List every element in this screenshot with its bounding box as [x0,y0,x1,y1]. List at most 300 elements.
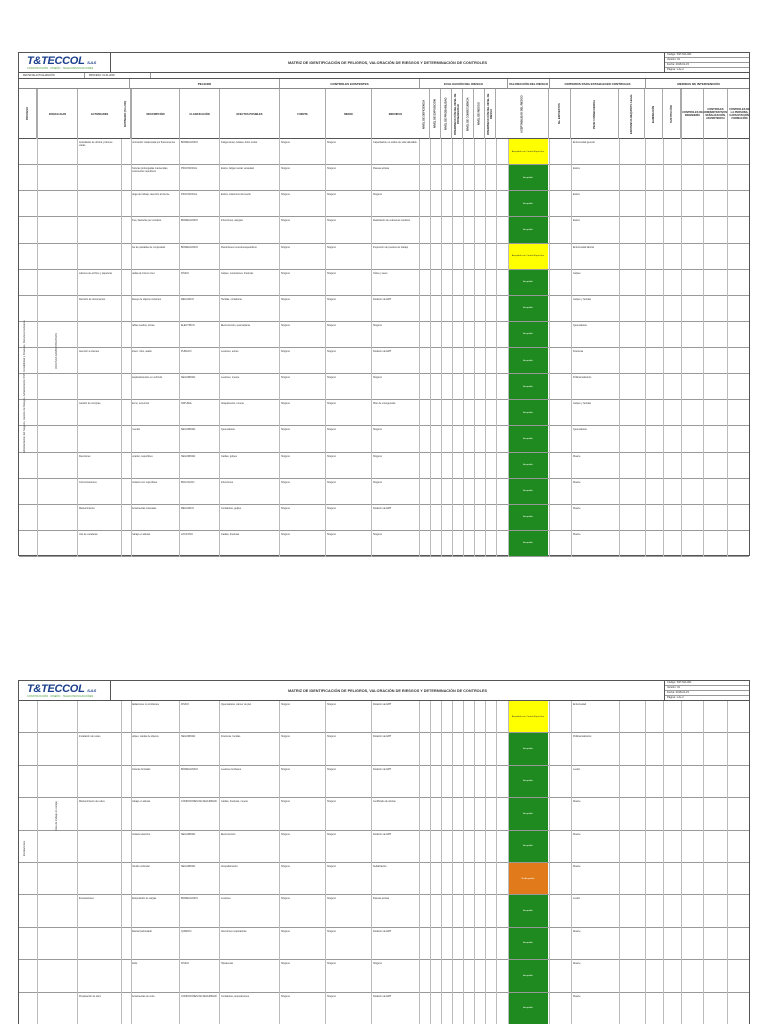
cell-fuente: Ninguno [281,703,290,706]
cell-act: Excavaciones [79,897,94,901]
table-row [19,993,749,1024]
cell-ind: Plan de emergencias [373,402,396,406]
grid-line [474,701,475,1024]
acceptability-label: Aceptable [523,910,533,913]
column-headers: PROCESO ZONA/LUGAR ACTIVIDADES RUTINARIO (SI o NO) DESCRIPCIÓN CLASIFICACIÓN EFECTOS POSIBLES FUENTE MEDIO INDIVIDUO NIVEL DE DEFICIENCIA NIVEL DE EXPOSICIÓN NIVEL DE PROBABILIDAD INTERPRETACIÓN DEL NIVEL DE PROBABILIDAD NIVEL DE CONSECUENCIA NIVEL DE RIESGO INTERPRETACIÓN DEL NIVEL DE RIESGO ACEPTABILIDAD DEL RIESGO No. EXPUESTOS PEOR CONSECUENCIA EXISTENCIA REQUISITO LEGAL ELIMINACIÓN SUSTITUCIÓN CONTROLES DE INGENIERÍA CONTROLES ADMINISTRATIVOS, SEÑALIZACIÓN, ADVERTENCIA CONTROLES DE LA PERSONA, CAPACITACIÓN, FORMACIÓN [19,89,749,139]
cell-peor: Fracturas [573,350,584,353]
table-row [19,505,749,531]
grid-line [474,139,475,557]
cell-ind: Certificado de alturas [373,800,396,804]
acceptability-badge [508,139,548,164]
cell-fuente: Ninguno [281,962,290,966]
acceptability-badge [508,322,548,347]
acceptability-badge [508,426,548,451]
cell-desc: Incendio [131,428,141,432]
cell-ind: Ninguno [373,193,382,197]
cell-peor: Muerte [573,832,581,836]
grid-line [430,139,431,557]
cell-fuente: Ninguno [281,245,290,249]
acceptability-label: Aceptable con Control Específico [511,150,545,153]
cell-peor: Muerte [573,994,581,998]
acceptability-badge [508,766,548,797]
cell-medio: Ninguno [327,219,336,223]
cell-peor: Muerte [573,800,581,804]
table-row [19,479,749,505]
grid-line [703,139,704,557]
grid-line [571,701,572,1024]
grid-line [279,139,280,557]
grid-line [77,701,78,1024]
acceptability-label: Aceptable [523,333,533,336]
cell-peor: Golpes y heridas [573,297,591,301]
cell-clas: SEGURIDAD [181,832,196,836]
acceptability-label: Aceptable con Control Específico [511,255,545,258]
table-row [19,928,749,960]
cell-ind: Ninguno [373,376,382,380]
cell-efe: Infecciones [221,480,234,484]
cell-peor: Muerte [573,929,581,933]
cell-peor: Estrés [573,167,580,171]
cell-medio: Ninguno [327,376,336,380]
cell-act [79,962,119,990]
acceptability-label: Aceptable [523,411,533,414]
table-row [19,165,749,191]
acceptability-badge [508,733,548,764]
cell-clas: BIOLÓGICO [181,480,195,484]
process-label-2: Instalaciones [23,841,26,857]
grid-line [549,139,550,557]
acceptability-label: Aceptable [523,359,533,362]
cell-fuente: Ninguno [281,506,290,510]
cell-desc: Locativo, superficies [131,454,153,458]
column-groups: PELIGRO CONTROLES EXISTENTES EVALUACIÓN DEL RIESGO VALORACIÓN DEL RIESGO CRITERIOS PARA ESTABLECER CONTROLES MEDIDAS DE INTERVENCIÓN [19,79,749,89]
cell-act: Mantenimiento [79,506,95,510]
cell-clas: SEGURIDAD [181,735,196,739]
grid-line [121,139,122,557]
table-row [19,400,749,426]
cell-fuente: Ninguno [281,271,290,275]
acceptability-label: Aceptable [523,385,533,388]
cell-medio: Ninguno [327,994,336,998]
cell-act [79,376,119,398]
cell-peor: Estrés [573,193,580,197]
cell-ind: Ninguno [373,480,382,484]
cell-ind: Dotación de EPP [373,703,392,706]
acceptability-badge [508,244,548,269]
cell-efe: Estrés, fatiga mental, ansiedad [221,167,254,171]
acceptability-badge [508,296,548,321]
grid-line [419,701,420,1024]
cell-desc: Radiaciones no ionizantes [131,703,159,706]
cell-clas: PSICOSOCIAL [181,193,198,197]
acceptability-badge [508,165,548,190]
grid-line [463,701,464,1024]
cell-desc: Carga de trabajo, atención al cliente [131,193,170,197]
acceptability-label: Aceptable [523,748,533,751]
cell-desc: Posturas forzadas [131,767,151,771]
grid-line [441,701,442,1024]
acceptability-label: Aceptable [523,281,533,284]
acceptability-label: Aceptable con Control Específico [511,715,545,718]
acceptability-label: Aceptable [523,202,533,205]
acceptability-label: Aceptable [523,437,533,440]
grid-line [619,139,620,557]
cell-act: Preparación de obra [79,994,101,998]
cell-ind: Dotación de EPP [373,929,392,933]
table-row [19,863,749,895]
cell-ind: Ninguno [373,532,382,536]
document-title: MATRIZ DE IDENTIFICACIÓN DE PELIGROS, VALORACIÓN DE RIESGOS Y DETERMINACIÓN DE CONTROLES [111,53,665,72]
cell-ind: Pausas activas [373,167,390,171]
acceptability-badge [508,928,548,959]
acceptability-label: Aceptable [523,812,533,815]
table-row [19,766,749,798]
cell-efe: Lesiones, muerte [221,376,240,380]
cell-act: Labores de archivo y papelería [79,271,112,275]
cell-medio: Ninguno [327,832,336,836]
grid-line [279,701,280,1024]
cell-fuente: Ninguno [281,767,290,771]
grid-line [452,139,453,557]
cell-clas: SEGURIDAD [181,454,196,458]
cell-act: Uso de escaleras [79,532,98,536]
cell-act: Atención a clientes [79,350,100,353]
cell-fuente: Ninguno [281,865,290,868]
grid-line [485,139,486,557]
grid-line [645,701,646,1024]
cell-fuente: Ninguno [281,193,290,197]
cell-act [79,930,119,958]
cell-medio: Ninguno [327,480,336,484]
grid-line [681,701,682,1024]
cell-act [79,865,119,893]
cell-desc: Contacto eléctrico [131,832,151,836]
cell-desc: Uso de pantallas de computador [131,245,166,249]
cell-clas: CONDICIONES DE SEGURIDAD [181,800,217,804]
cell-desc: Atraco, robo, asalto [131,350,152,353]
acceptability-badge [508,453,548,478]
acceptability-label: Aceptable [523,490,533,493]
cell-medio: Ninguno [327,454,336,458]
cell-fuente: Ninguno [281,480,290,484]
cell-medio: Ninguno [327,245,336,249]
cell-ind: Pausas activas [373,897,390,901]
cell-desc: Manipulación de cargas [131,897,157,901]
grid-line [727,139,728,557]
grid-line [371,139,372,557]
cell-medio: Ninguno [327,703,336,706]
cell-clas: NATURAL [181,402,192,406]
cell-ind: Orden y aseo [373,271,388,275]
cell-ind: Dotación de EPP [373,506,392,510]
cell-efe: Cortaduras, amputaciones [221,994,250,998]
cell-efe: Fatiga visual, cefalea, dolor ocular [221,141,258,144]
cell-efe: Cortaduras, golpes [221,506,242,510]
acceptability-badge [508,993,548,1024]
acceptability-badge [508,798,548,829]
cell-ind: Dotación de EPP [373,297,392,301]
grid-line [131,139,132,557]
cell-clas: PÚBLICO [181,350,192,353]
cell-fuente: Ninguno [281,929,290,933]
cell-efe: Infecciones, alergias [221,219,243,223]
cell-act: Actividades de oficina y labores varias [79,141,113,147]
cell-ind: Dotación de EPP [373,832,392,836]
cell-clas: BIOMECÁNICO [181,245,199,249]
cell-clas: BIOMECÁNICO [181,141,199,144]
cell-clas: BIOMECÁNICO [181,219,199,223]
cell-ind: Dotación de EPP [373,994,392,998]
table-row [19,453,749,479]
acceptability-label: Aceptable [523,1007,533,1010]
cell-peor: Golpes [573,271,581,275]
cell-clas: BIOMECÁNICO [181,897,199,901]
cell-fuente: Ninguno [281,800,290,804]
acceptability-badge [508,701,548,732]
cell-clas: BIOMECÁNICO [181,767,199,771]
acceptability-badge [508,400,548,425]
grid-line [496,701,497,1024]
cell-medio: Ninguno [327,402,336,406]
cell-efe: Heridas, cortaduras [221,297,242,301]
cell-fuente: Ninguno [281,994,290,998]
cell-ind: Dotación de EPP [373,350,392,353]
cell-act: Instalación de redes [79,735,101,739]
acceptability-badge [508,895,548,926]
cell-desc: Caídas al mismo nivel [131,271,155,275]
cell-medio: Ninguno [327,532,336,536]
cell-act: Reuniones [79,454,91,458]
acceptability-badge [508,348,548,373]
cell-efe: Fracturas, heridas [221,735,241,739]
cell-peor: Muerte [573,532,581,536]
grid-line [121,701,122,1024]
table-row [19,296,749,322]
cell-fuente: Ninguno [281,532,290,536]
cell-medio: Ninguno [327,350,336,353]
cell-efe: Caídas, golpes [221,454,237,458]
cell-fuente: Ninguno [281,402,290,406]
cell-act [79,246,119,268]
acceptability-badge [508,479,548,504]
table-row [19,531,749,557]
cell-fuente: Ninguno [281,376,290,380]
zone-label-2: Área de trabajo en campo [55,801,58,831]
acceptability-badge [508,531,548,556]
cell-act [79,833,119,861]
grid-line [179,701,180,1024]
acceptability-label: Aceptable [523,228,533,231]
cell-clas: SEGURIDAD [181,428,196,432]
cell-medio: Ninguno [327,297,336,301]
grid-line [663,701,664,1024]
acceptability-label: Aceptable [523,516,533,519]
cell-medio: Ninguno [327,271,336,275]
cell-medio: Ninguno [327,800,336,804]
cell-medio: Ninguno [327,962,336,966]
cell-peor: Muerte [573,962,581,966]
cell-desc: Posturas prolongadas mantenidas, movimientos repetitivos [131,167,168,174]
cell-desc: Herramientas de corte [131,994,155,998]
grid-line [485,701,486,1024]
table-row [19,244,749,270]
cell-clas: CONDICIONES DE SEGURIDAD [181,994,217,998]
cell-clas: ELÉCTRICO [181,323,195,327]
grid-line [179,139,180,557]
grid-line [219,701,220,1024]
cell-peor: Enfermedad [573,703,587,706]
acceptability-badge [508,831,548,862]
cell-peor: Quemaduras [573,323,587,327]
cell-medio: Ninguno [327,167,336,171]
acceptability-label: Aceptable [523,464,533,467]
cell-efe: Hipoacusia [221,962,233,966]
grid-line [508,139,509,557]
cell-desc: Desplazamientos en vehículo [131,376,163,380]
cell-peor: Quemaduras [573,428,587,432]
cell-efe: Afecciones respiratorias [221,929,247,933]
cell-fuente: Ninguno [281,897,290,901]
acceptability-badge [508,505,548,530]
cell-desc: Tránsito vehicular [131,865,150,868]
cell-act [79,768,119,796]
acceptability-badge [508,217,548,242]
grid-line [37,139,38,557]
grid-line [77,139,78,557]
table-row [19,733,749,765]
grid-line [325,139,326,557]
cell-efe: Lesiones [221,897,231,901]
cell-desc: Material particulado [131,929,152,933]
cell-act: Gestión de compras [79,402,101,406]
grid-line [508,701,509,1024]
cell-fuente: Ninguno [281,735,290,739]
cell-act: Revisión de documentos [79,297,106,301]
cell-efe: Desórdenes musculoesqueléticos [221,245,257,249]
grid-line [419,139,420,557]
cell-fuente: Ninguno [281,454,290,458]
acceptability-label: Aceptable [523,974,533,977]
cell-act [79,193,119,215]
cell-efe: Atropellamiento [221,865,238,868]
cell-peor: Muerte [573,865,581,868]
cell-efe: Lesiones, estrés [221,350,239,353]
cell-fuente: Ninguno [281,297,290,301]
cell-act [79,428,119,450]
cell-clas: FÍSICO [181,271,189,275]
cell-ind: Ninguno [373,323,382,327]
matrix-sheet-1 [18,52,750,556]
sheet-header-2 [19,681,749,701]
acceptability-label: Aceptable [523,176,533,179]
cell-medio: Ninguno [327,865,336,868]
table-row [19,217,749,243]
sheet-header [19,53,749,73]
cell-medio: Ninguno [327,897,336,901]
cell-efe: Caídas, fracturas, muerte [221,800,248,804]
cell-peor: Lesión [573,767,581,771]
cell-medio: Ninguno [327,193,336,197]
sub-header: FECHA DE ACTUALIZACIÓN PROCESO: 01-01-2018 [19,73,749,79]
cell-efe: Caídas, fracturas [221,532,240,536]
cell-clas: MECÁNICO [181,297,194,301]
document-meta-2: Código: SST-MA-001 Versión: 01 Fecha: 2018-01-15 Página: 1 de 2 [665,681,749,700]
cell-efe: Electrocución [221,832,236,836]
cell-medio: Ninguno [327,428,336,432]
cell-peor: Enfermedad laboral [573,245,594,249]
cell-fuente: Ninguno [281,219,290,223]
grid-line [452,701,453,1024]
process-label: Administración del Negocio, Gestión de Riesgos, Administración SST, Contabilidad y Finanzas, Recursos Humanos [23,320,26,453]
cell-desc: Trabajo en alturas [131,532,151,536]
grid-line [703,701,704,1024]
acceptability-label: No Aceptable [521,877,535,880]
acceptability-label: Aceptable [523,942,533,945]
acceptability-badge [508,374,548,399]
table-row [19,426,749,452]
cell-ind: Realización de exámenes médicos [373,219,410,223]
cell-efe: Electrocución, quemaduras [221,323,250,327]
grid-line [37,701,38,1024]
cell-clas: FÍSICO [181,703,189,706]
cell-medio: Ninguno [327,506,336,510]
cell-clas: QUÍMICO [181,929,192,933]
cell-desc: Cables sueltos, tomas [131,323,155,327]
cell-act [79,324,119,346]
document-meta: Código: SST-MA-001 Versión: 01 Fecha: 2018-01-15 Página: 1 de 2 [665,53,749,72]
table-row [19,191,749,217]
cell-act [79,703,119,731]
grid-line [645,139,646,557]
cell-fuente: Ninguno [281,428,290,432]
grid-line [430,701,431,1024]
cell-medio: Ninguno [327,767,336,771]
cell-efe: Golpes, contusiones, fracturas [221,271,254,275]
cell-desc: Manejo de objetos cortantes [131,297,162,301]
cell-clas: SEGURIDAD [181,376,196,380]
grid-line [441,139,442,557]
cell-peor: Enfermedad general [573,141,595,144]
acceptability-label: Aceptable [523,845,533,848]
matrix-rows-1 [19,139,749,557]
cell-desc: Ruido [131,962,138,966]
table-row [19,139,749,165]
acceptability-badge [508,270,548,295]
cell-ind: Dotación de EPP [373,735,392,739]
cell-medio: Ninguno [327,929,336,933]
acceptability-label: Aceptable [523,307,533,310]
cell-ind: Inspección de puestos de trabajo [373,245,409,249]
matrix-rows-2 [19,701,749,1024]
table-row [19,374,749,400]
cell-fuente: Ninguno [281,832,290,836]
table-row [19,270,749,296]
cell-desc: Golpes, caídas de objetos [131,735,159,739]
cell-ind: Dotación de EPP [373,767,392,771]
cell-medio: Ninguno [327,141,336,144]
cell-ind: Capacitación en estilos de vida saludable [373,141,417,144]
cell-act: Comunicaciones [79,480,97,484]
cell-peor: Politraumatismos [573,376,592,380]
grid-line [663,139,664,557]
document-title-2: MATRIZ DE IDENTIFICACIÓN DE PELIGROS, VALORACIÓN DE RIESGOS Y DETERMINACIÓN DE CONTROLES [111,681,665,700]
acceptability-badge [508,960,548,991]
cell-desc: Herramientas manuales [131,506,157,510]
table-row [19,798,749,830]
grid-line [496,139,497,557]
table-row [19,348,749,374]
table-row [19,831,749,863]
